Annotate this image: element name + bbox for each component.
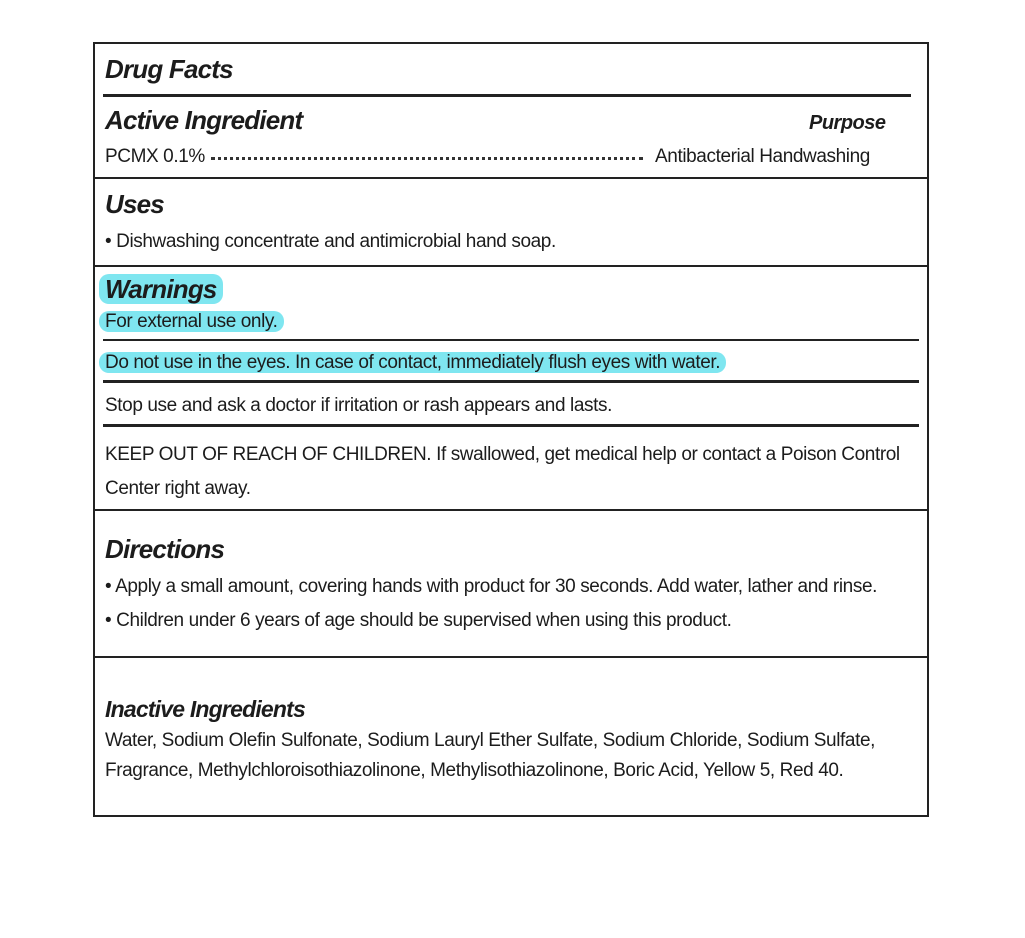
warnings-heading-text: Warnings [99,274,223,304]
warning-divider-1 [103,339,919,341]
active-ingredient-purpose: Antibacterial Handwashing [655,146,870,167]
directions-heading: Directions [105,534,225,564]
title-divider [103,94,911,97]
section-divider-directions [95,656,927,658]
section-divider-warnings [95,509,927,511]
warning-external-text: For external use only. [99,311,284,332]
purpose-heading: Purpose [809,112,886,134]
warning-eyes-text: Do not use in the eyes. In case of contact, immediately flush eyes with water. [99,352,726,373]
uses-heading: Uses [105,189,164,219]
warning-eyes [105,352,726,374]
inactive-ingredients-heading: Inactive Ingredients [105,696,306,722]
uses-item: • Dishwashing concentrate and antimicrobial hand soap. [105,231,556,252]
warning-keep-out-line1: KEEP OUT OF REACH OF CHILDREN. If swallowed, get medical help or contact a Poison Control [105,444,900,465]
warning-external [105,311,284,333]
inactive-ingredients-line1: Water, Sodium Olefin Sulfonate, Sodium Lauryl Ether Sulfate, Sodium Chloride, Sodium Sulfate, [105,730,876,751]
inactive-ingredients-line2: Fragrance, Methylchloroisothiazolinone, Methylisothiazolinone, Boric Acid, Yellow 5, Red 40. [105,760,844,781]
directions-item-2: • Children under 6 years of age should be supervised when using this product. [105,610,732,631]
section-divider-active [95,177,927,179]
warnings-heading [105,274,223,305]
active-ingredient-name: PCMX 0.1% [105,146,205,167]
warning-divider-2 [103,380,919,383]
warning-keep-out-line2: Center right away. [105,478,251,499]
leader-dots [211,157,643,160]
warning-divider-3 [103,424,919,427]
active-ingredient-heading: Active Ingredient [105,105,303,135]
warning-stop-use: Stop use and ask a doctor if irritation or rash appears and lasts. [105,395,612,416]
drug-facts-title: Drug Facts [105,54,233,84]
section-divider-uses [95,265,927,267]
directions-item-1: • Apply a small amount, covering hands with product for 30 seconds. Add water, lather and rinse. [105,576,877,597]
drug-facts-panel [93,42,929,817]
